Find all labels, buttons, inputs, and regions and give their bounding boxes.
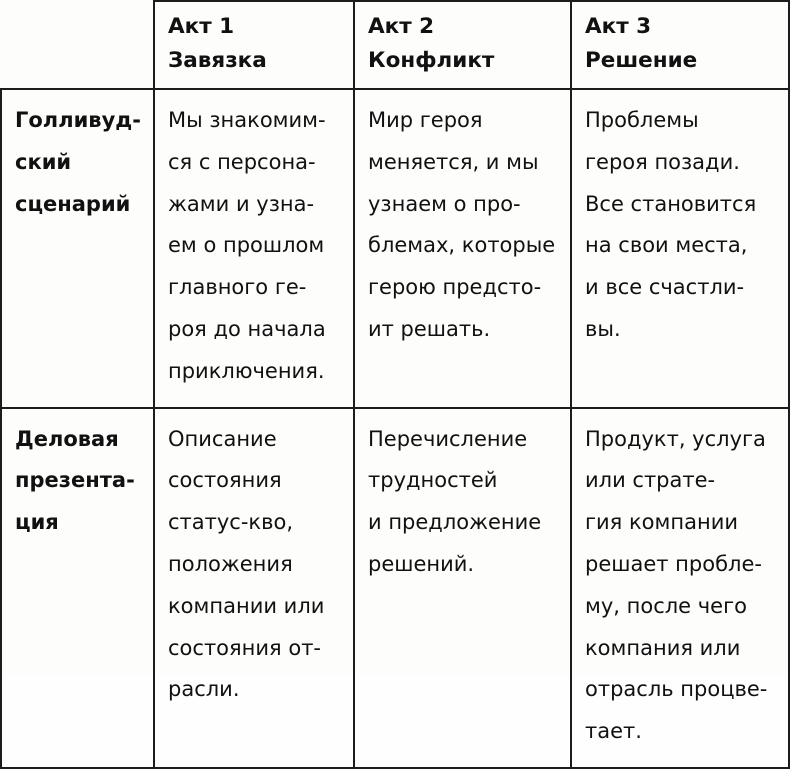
- cell-line: роя до начала: [168, 316, 326, 341]
- cell-line: состояния от-: [168, 635, 321, 660]
- cell-line: статус-кво,: [168, 510, 294, 535]
- cell-line: состояния: [168, 468, 282, 493]
- column-header-act2-subtitle: Конфликт: [368, 48, 495, 73]
- column-header-act1: [154, 1, 354, 89]
- cell-hollywood-act1: [154, 89, 354, 408]
- cell-line: ит решать.: [368, 316, 491, 341]
- table-row: [1, 89, 789, 408]
- cell-line: ем о прошлом: [168, 233, 325, 258]
- cell-line: или страте-: [585, 468, 716, 493]
- cell-line: приключения.: [168, 358, 325, 383]
- cell-line: трудностей: [368, 468, 498, 493]
- cell-line: Проблемы: [585, 108, 699, 132]
- cell-line: узнаем о про-: [368, 191, 521, 216]
- cell-line: компании или: [168, 593, 325, 618]
- cell-line: и предложение: [368, 510, 542, 535]
- row-header-hollywood: [1, 89, 154, 408]
- cell-line: блемах, которые: [368, 233, 556, 258]
- cell-line: вы.: [585, 316, 621, 341]
- cell-line: гия компании: [585, 510, 738, 535]
- row-header-hollywood-line-1: Голливуд-: [15, 108, 141, 132]
- column-header-act2-title: Акт 2: [368, 14, 435, 39]
- row-header-business: [1, 408, 154, 768]
- cell-line: решает пробле-: [585, 551, 762, 576]
- row-header-business-line-3: ция: [15, 510, 59, 535]
- table-body: [1, 89, 789, 768]
- row-header-business-line-2: презента-: [15, 468, 135, 493]
- row-header-hollywood-line-3: сценарий: [15, 191, 131, 216]
- cell-line: жами и узна-: [168, 191, 315, 216]
- column-header-act1-subtitle: Завязка: [168, 48, 267, 73]
- cell-line: положения: [168, 551, 293, 576]
- cell-line: меняется, и мы: [368, 149, 539, 174]
- cell-line: Мы знакомим-: [168, 108, 326, 132]
- cell-business-act1: [154, 408, 354, 768]
- cell-business-act3: [571, 408, 789, 768]
- column-header-act2: [354, 1, 571, 89]
- table-corner-cell: [1, 1, 154, 89]
- cell-line: на свои места,: [585, 233, 748, 258]
- cell-line: Продукт, услуга: [585, 426, 766, 451]
- cell-line: и все счастли-: [585, 275, 745, 300]
- cell-line: Перечисление: [368, 426, 528, 451]
- column-header-act3-subtitle: Решение: [585, 48, 698, 73]
- cell-hollywood-act2: [354, 89, 571, 408]
- column-header-act3: [571, 1, 789, 89]
- column-header-act1-title: Акт 1: [168, 14, 235, 39]
- row-header-business-line-1: Деловая: [15, 426, 119, 451]
- cell-line: Все становится: [585, 191, 757, 216]
- row-header-hollywood-line-2: ский: [15, 149, 72, 174]
- cell-business-act2: [354, 408, 571, 768]
- cell-line: героя позади.: [585, 149, 740, 174]
- cell-line: Описание: [168, 426, 277, 451]
- cell-line: герою предсто-: [368, 275, 542, 300]
- cell-line: тает.: [585, 719, 642, 744]
- column-header-act3-title: Акт 3: [585, 14, 652, 39]
- cell-line: решений.: [368, 551, 475, 576]
- cell-hollywood-act3: [571, 89, 789, 408]
- cell-line: компания или: [585, 635, 741, 660]
- table-row: [1, 408, 789, 768]
- cell-line: главного ге-: [168, 275, 307, 300]
- table-header: [1, 1, 789, 89]
- cell-line: Мир героя: [368, 108, 483, 132]
- table-header-row: [1, 1, 789, 89]
- cell-line: му, после чего: [585, 593, 747, 618]
- cell-line: отрасль процве-: [585, 677, 768, 702]
- cell-line: ся с персона-: [168, 149, 316, 174]
- cell-line: расли.: [168, 677, 240, 702]
